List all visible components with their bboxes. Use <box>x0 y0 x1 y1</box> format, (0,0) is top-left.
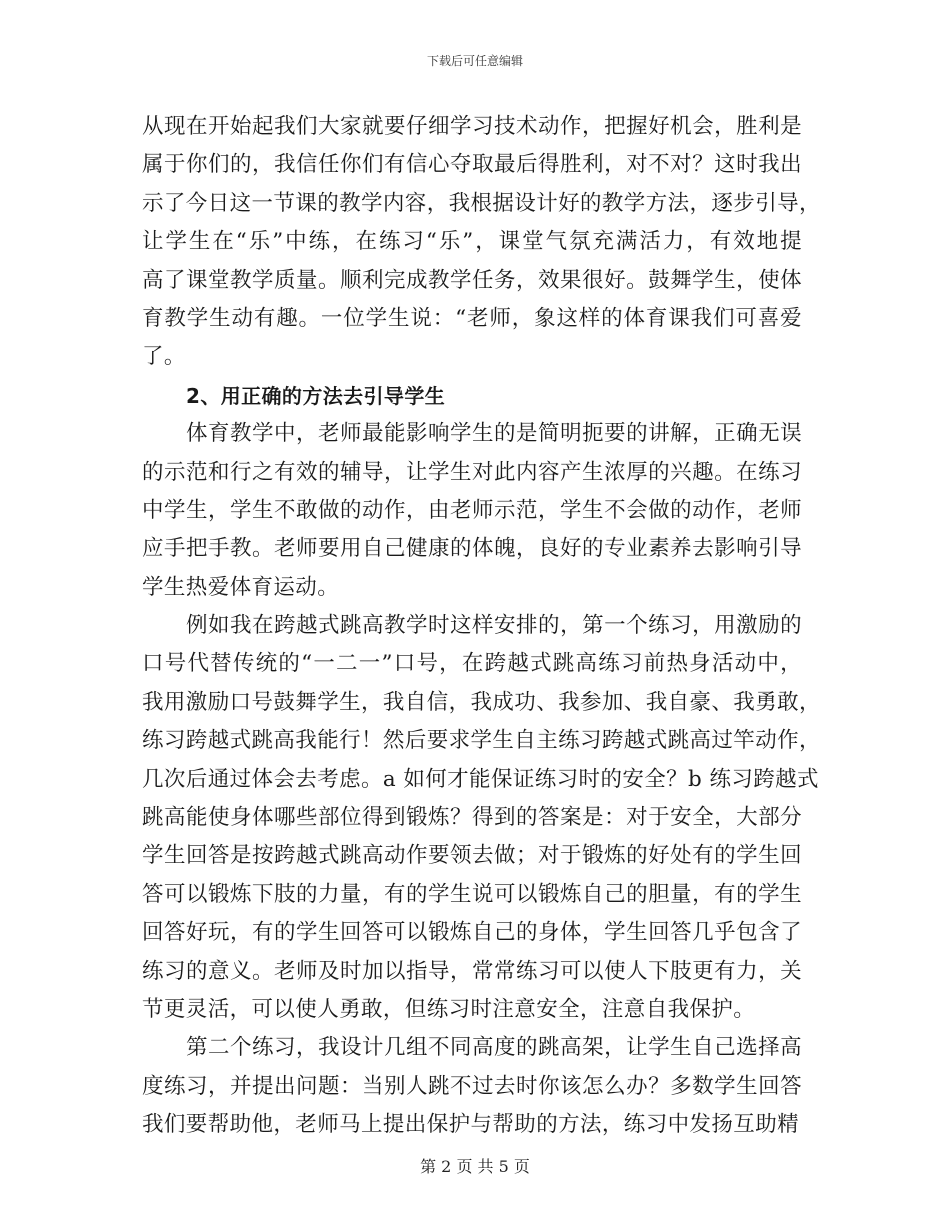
text-line: 学生回答是按跨越式跳高动作要领去做；对于锻炼的好处有的学生回 <box>142 843 802 869</box>
text-line: 属于你们的，我信任你们有信心夺取最后得胜利，对不对？这时我出 <box>142 152 802 178</box>
text-line: 答可以锻炼下肢的力量，有的学生说可以锻炼自己的胆量，有的学生 <box>142 881 802 907</box>
text-line: 中学生，学生不敢做的动作，由老师示范，学生不会做的动作，老师 <box>142 497 802 523</box>
text-line: 口号代替传统的“一二一”口号，在跨越式跳高练习前热身活动中， <box>142 651 802 677</box>
page-footer: 第 2 页 共 5 页 <box>420 1157 530 1176</box>
paragraph <box>142 1029 802 1144</box>
text-line: 让学生在“乐”中练，在练习“乐”，课堂气氛充满活力，有效地提 <box>142 229 802 255</box>
text-line: 高了课堂教学质量。顺利完成教学任务，效果很好。鼓舞学生，使体 <box>142 267 802 293</box>
text-line: 的示范和行之有效的辅导，让学生对此内容产生浓厚的兴趣。在练习 <box>142 459 802 485</box>
text-line: 示了今日这一节课的教学内容，我根据设计好的教学方法，逐步引导， <box>142 190 821 216</box>
text-line: 体育教学中，老师最能影响学生的是简明扼要的讲解，正确无误 <box>186 421 802 447</box>
text-line: 例如我在跨越式跳高教学时这样安排的，第一个练习，用激励的 <box>186 613 802 639</box>
text-line: 我们要帮助他，老师马上提出保护与帮助的方法，练习中发扬互助精 <box>142 1112 800 1138</box>
document-body <box>142 108 821 1145</box>
text-line: 回答好玩，有的学生回答可以锻炼自己的身体，学生回答几乎包含了 <box>142 920 802 946</box>
text-line: 了。 <box>142 344 186 370</box>
text-line: 度练习，并提出问题：当别人跳不过去时你该怎么办？多数学生回答 <box>142 1073 802 1099</box>
paragraph <box>142 108 821 377</box>
text-line: 从现在开始起我们大家就要仔细学习技术动作，把握好机会，胜利是 <box>142 114 802 139</box>
text-line: 练习的意义。老师及时加以指导，常常练习可以使人下肢更有力，关 <box>142 958 802 984</box>
text-line: 育教学生动有趣。一位学生说：“老师，象这样的体育课我们可喜爱 <box>142 305 802 331</box>
page-header: 下载后可任意编辑 <box>426 54 523 68</box>
section-heading <box>142 377 802 415</box>
text-line: 应手把手教。老师要用自己健康的体魄，良好的专业素养去影响引导 <box>142 536 802 562</box>
paragraph <box>142 607 821 1029</box>
text-line: 学生热爱体育运动。 <box>142 574 340 600</box>
text-line: 练习跨越式跳高我能行！然后要求学生自主练习跨越式跳高过竿动作， <box>142 728 821 754</box>
text-line: 第二个练习，我设计几组不同高度的跳高架，让学生自己选择高 <box>186 1035 802 1061</box>
text-line: 跳高能使身体哪些部位得到锻炼？得到的答案是：对于安全，大部分 <box>142 805 802 831</box>
heading-text: 2、用正确的方法去引导学生 <box>186 383 446 408</box>
text-line: 节更灵活，可以使人勇敢，但练习时注意安全，注意自我保护。 <box>142 996 756 1022</box>
text-line: 我用激励口号鼓舞学生，我自信，我成功、我参加、我自豪、我勇敢， <box>142 689 821 715</box>
paragraph <box>142 415 802 607</box>
text-line: 几次后通过体会去考虑。a 如何才能保证练习时的安全？b 练习跨越式 <box>142 766 819 792</box>
